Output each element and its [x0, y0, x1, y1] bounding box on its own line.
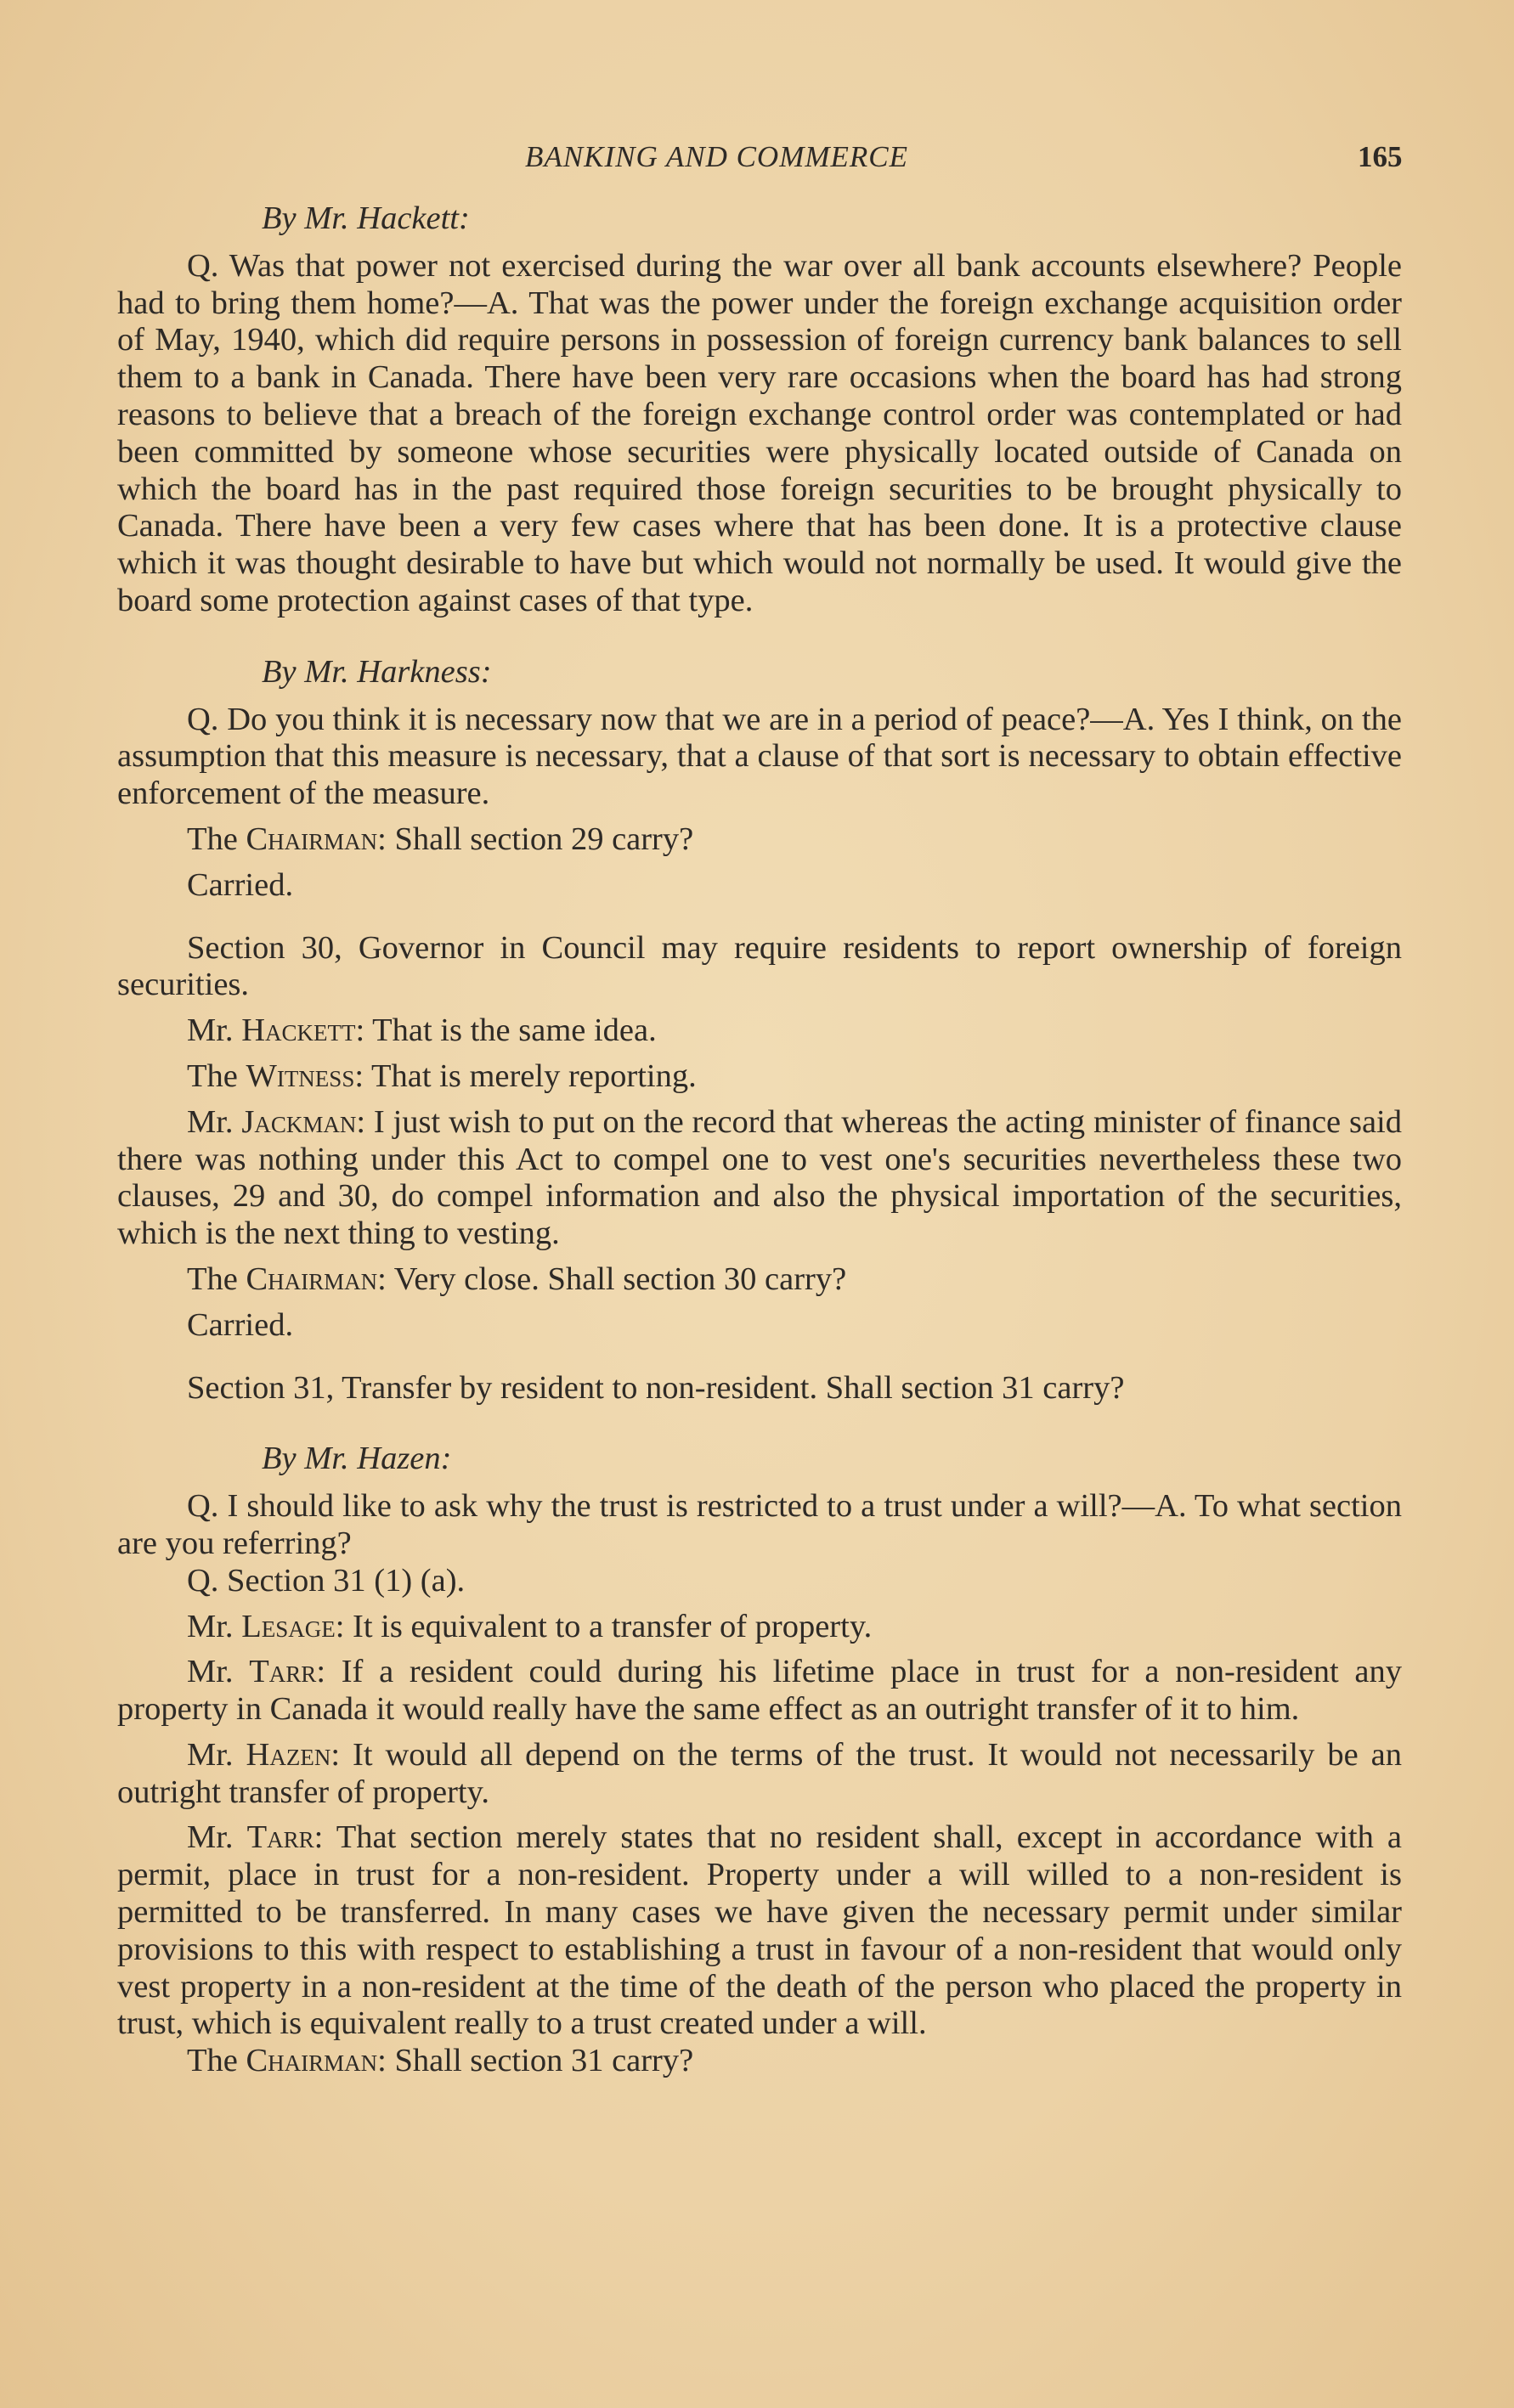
speech-paragraph: The Witness: That is merely reporting. [187, 1057, 697, 1094]
speaker-name: Tarr [246, 1819, 314, 1856]
questioner-heading: By Mr. Harkness: [262, 653, 492, 690]
questioner-heading: By Mr. Hazen: [262, 1441, 452, 1477]
speaker-name: Chairman [246, 2043, 378, 2079]
speech-paragraph: Mr. Hackett: That is the same idea. [187, 1012, 657, 1049]
speech-paragraph: The Chairman: Shall section 29 carry? [187, 821, 694, 857]
speaker-name: Hackett [241, 1012, 356, 1049]
paragraph: Q. I should like to ask why the trust is restricted to a trust under a will?—A. To what section are you referring? [117, 1488, 1402, 1561]
paragraph: Carried. [187, 866, 294, 903]
speaker-name: Lesage [241, 1608, 336, 1644]
speaker-name: Jackman [241, 1103, 357, 1140]
speech-paragraph: Mr. Jackman: I just wish to put on the record that whereas the acting minister of finance said there was nothing under this Act to compel one to vest one's securities nevertheless these two clauses, 29 and 30, do compel information and also the physical importation of the securities, which is the next thing to vesting. [117, 1103, 1402, 1252]
paragraph: Section 31, Transfer by resident to non-resident. Shall section 31 carry? [187, 1369, 1125, 1406]
speaker-name: Hazen [246, 1736, 331, 1773]
speaker-name: Tarr [249, 1654, 317, 1690]
paragraph: Q. Section 31 (1) (a). [187, 1562, 466, 1599]
speech-paragraph: Mr. Lesage: It is equivalent to a transfer of property. [187, 1608, 873, 1644]
speech-paragraph: Mr. Tarr: That section merely states that no resident shall, except in accordance with a permit, place in trust for a non-resident. Property under a will willed to a non-resident is permitted to be transferred. In many cases we have given the necessary permit under similar provisions to this with respect to establishing a trust in favour of a non-resident that would only vest property in a non-resident at the time of the death of the person who placed the property in trust, which is equivalent really to a trust created under a will. [117, 1819, 1402, 2042]
paragraph: Q. Was that power not exercised during the war over all bank accounts elsewhere? People had to bring them home?—A. That was the power under the foreign exchange acquisition order of May, 1940, which did require persons in possession of foreign currency bank balances to sell them to a bank in Canada. There have been very rare occasions when the board has had strong reasons to believe that a breach of the foreign exchange control order was contemplated or had been committed by someone whose securities were physically located outside of Canada on which the board has in the past required those foreign securities to be brought physically to Canada. There have been a very few cases where that has been done. It is a protective clause which it was thought desirable to have but which would not normally be used. It would give the board some protection against cases of that type. [117, 247, 1402, 618]
paragraph: Section 30, Governor in Council may require residents to report ownership of foreign securities. [117, 929, 1402, 1003]
paragraph: Carried. [187, 1306, 294, 1343]
speaker-name: Witness [246, 1057, 355, 1094]
speaker-name: Chairman [246, 821, 378, 857]
running-title: BANKING AND COMMERCE [525, 140, 909, 173]
speech-paragraph: The Chairman: Shall section 31 carry? [187, 2043, 694, 2079]
page-number: 165 [1358, 140, 1403, 173]
speech-paragraph: Mr. Tarr: If a resident could during his lifetime place in trust for a non-resident any property in Canada it would really have the same effect as an outright transfer of it to him. [117, 1654, 1402, 1728]
speaker-name: Chairman [246, 1260, 378, 1297]
questioner-heading: By Mr. Hackett: [262, 200, 470, 236]
speech-paragraph: Mr. Hazen: It would all depend on the terms of the trust. It would not necessarily be an outright transfer of property. [117, 1736, 1402, 1810]
speech-paragraph: The Chairman: Very close. Shall section 30 carry? [187, 1260, 847, 1297]
paragraph: Q. Do you think it is necessary now that we are in a period of peace?—A. Yes I think, on the assumption that this measure is necessary, that a clause of that sort is necessary to obtain effective enforcement of the measure. [117, 701, 1402, 812]
document-body [117, 200, 1402, 2080]
